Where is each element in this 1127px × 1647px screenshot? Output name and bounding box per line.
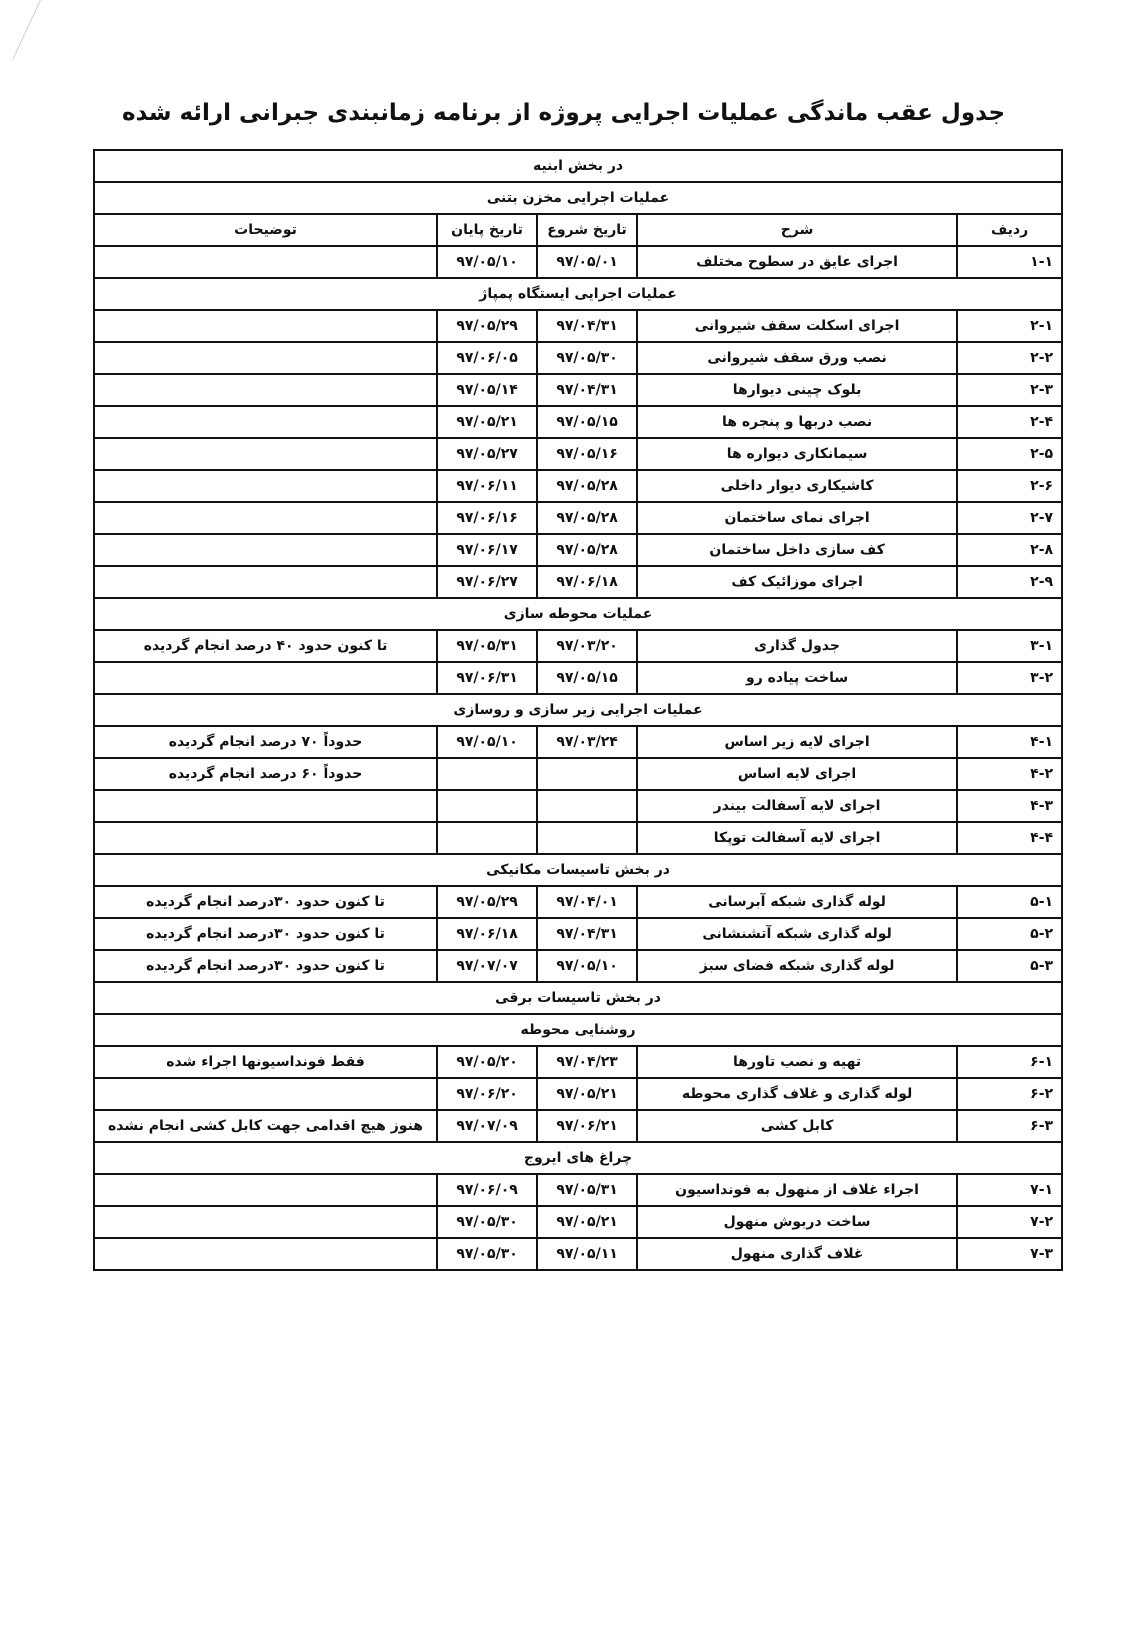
row-start-date: ۹۷/۰۴/۳۱ xyxy=(537,310,637,342)
row-notes: فقط فونداسیونها اجراء شده xyxy=(94,1046,437,1078)
row-description: نصب ورق سقف شیروانی xyxy=(637,342,957,374)
row-end-date: ۹۷/۰۷/۰۹ xyxy=(437,1110,537,1142)
row-description: لوله گذاری شبکه آبرسانی xyxy=(637,886,957,918)
row-end-date: ۹۷/۰۷/۰۷ xyxy=(437,950,537,982)
row-start-date: ۹۷/۰۵/۳۰ xyxy=(537,342,637,374)
row-index: ۴-۲ xyxy=(957,758,1062,790)
row-notes xyxy=(94,246,437,278)
row-index: ۴-۱ xyxy=(957,726,1062,758)
row-index: ۴-۴ xyxy=(957,822,1062,854)
section-row xyxy=(94,694,1062,726)
row-description: اجرای عایق در سطوح مختلف xyxy=(637,246,957,278)
section-title: روشنایی محوطه xyxy=(94,1014,1062,1046)
row-end-date: ۹۷/۰۵/۱۰ xyxy=(437,246,537,278)
row-description: اجرای لایه زیر اساس xyxy=(637,726,957,758)
table-row xyxy=(94,438,1062,470)
table-row xyxy=(94,726,1062,758)
row-description: اجرای اسکلت سقف شیروانی xyxy=(637,310,957,342)
row-end-date: ۹۷/۰۵/۲۱ xyxy=(437,406,537,438)
row-end-date: ۹۷/۰۶/۰۵ xyxy=(437,342,537,374)
row-end-date: ۹۷/۰۵/۲۷ xyxy=(437,438,537,470)
row-end-date xyxy=(437,822,537,854)
row-notes xyxy=(94,1078,437,1110)
section-row xyxy=(94,598,1062,630)
row-end-date: ۹۷/۰۶/۲۰ xyxy=(437,1078,537,1110)
table-row xyxy=(94,822,1062,854)
row-start-date: ۹۷/۰۵/۲۸ xyxy=(537,534,637,566)
table-row xyxy=(94,534,1062,566)
row-description: سیمانکاری دیواره ها xyxy=(637,438,957,470)
row-description: کاشیکاری دیوار داخلی xyxy=(637,470,957,502)
row-start-date xyxy=(537,758,637,790)
section-title: در بخش ابنیه xyxy=(94,150,1062,182)
section-title: در بخش تاسیسات مکانیکی xyxy=(94,854,1062,886)
row-end-date: ۹۷/۰۵/۳۰ xyxy=(437,1238,537,1270)
row-description: ساخت دربوش منهول xyxy=(637,1206,957,1238)
row-start-date: ۹۷/۰۵/۲۸ xyxy=(537,470,637,502)
section-row xyxy=(94,1014,1062,1046)
section-title: عملیات اجرایی مخزن بتنی xyxy=(94,182,1062,214)
row-start-date: ۹۷/۰۵/۱۱ xyxy=(537,1238,637,1270)
table-row xyxy=(94,566,1062,598)
row-end-date: ۹۷/۰۶/۱۷ xyxy=(437,534,537,566)
row-description: اجراء غلاف از منهول به فونداسیون xyxy=(637,1174,957,1206)
section-row xyxy=(94,982,1062,1014)
table-row xyxy=(94,662,1062,694)
row-index: ۳-۱ xyxy=(957,630,1062,662)
section-row xyxy=(94,150,1062,182)
row-start-date: ۹۷/۰۵/۱۵ xyxy=(537,406,637,438)
header-start: تاریخ شروع xyxy=(537,214,637,246)
row-index: ۲-۲ xyxy=(957,342,1062,374)
row-description: ساخت پیاده رو xyxy=(637,662,957,694)
row-end-date: ۹۷/۰۶/۰۹ xyxy=(437,1174,537,1206)
row-start-date: ۹۷/۰۴/۳۱ xyxy=(537,374,637,406)
row-start-date: ۹۷/۰۴/۳۱ xyxy=(537,918,637,950)
row-notes: تا کنون حدود ۳۰درصد انجام گردیده xyxy=(94,950,437,982)
row-start-date: ۹۷/۰۵/۲۸ xyxy=(537,502,637,534)
section-title: عملیات محوطه سازی xyxy=(94,598,1062,630)
row-end-date: ۹۷/۰۵/۲۰ xyxy=(437,1046,537,1078)
row-start-date: ۹۷/۰۶/۱۸ xyxy=(537,566,637,598)
row-index: ۴-۳ xyxy=(957,790,1062,822)
row-notes xyxy=(94,566,437,598)
header-row: ردیف xyxy=(957,214,1062,246)
row-end-date: ۹۷/۰۶/۳۱ xyxy=(437,662,537,694)
row-start-date: ۹۷/۰۳/۲۴ xyxy=(537,726,637,758)
row-index: ۲-۵ xyxy=(957,438,1062,470)
row-notes: حدوداً ۷۰ درصد انجام گردیده xyxy=(94,726,437,758)
row-end-date: ۹۷/۰۵/۲۹ xyxy=(437,886,537,918)
row-description: اجرای لایه آسفالت توپکا xyxy=(637,822,957,854)
row-index: ۲-۸ xyxy=(957,534,1062,566)
row-index: ۵-۱ xyxy=(957,886,1062,918)
row-index: ۵-۳ xyxy=(957,950,1062,982)
header-notes: توضیحات xyxy=(94,214,437,246)
row-start-date: ۹۷/۰۶/۲۱ xyxy=(537,1110,637,1142)
row-notes xyxy=(94,790,437,822)
row-index: ۲-۷ xyxy=(957,502,1062,534)
row-notes xyxy=(94,470,437,502)
table-row xyxy=(94,1110,1062,1142)
row-description: اجرای لایه آسفالت بیندر xyxy=(637,790,957,822)
row-notes xyxy=(94,502,437,534)
row-index: ۲-۳ xyxy=(957,374,1062,406)
row-notes xyxy=(94,310,437,342)
table-row xyxy=(94,886,1062,918)
page-title: جدول عقب ماندگی عملیات اجرایی پروژه از برنامه زمانبندی جبرانی ارائه شده xyxy=(121,100,1006,126)
row-start-date: ۹۷/۰۴/۲۳ xyxy=(537,1046,637,1078)
row-index: ۲-۶ xyxy=(957,470,1062,502)
row-end-date: ۹۷/۰۶/۱۶ xyxy=(437,502,537,534)
row-end-date xyxy=(437,790,537,822)
section-title: چراغ های ایروج xyxy=(94,1142,1062,1174)
row-description: اجرای لایه اساس xyxy=(637,758,957,790)
header-end: تاریخ پایان xyxy=(437,214,537,246)
row-index: ۲-۴ xyxy=(957,406,1062,438)
table-row xyxy=(94,406,1062,438)
row-end-date: ۹۷/۰۵/۱۰ xyxy=(437,726,537,758)
row-start-date xyxy=(537,822,637,854)
row-index: ۶-۲ xyxy=(957,1078,1062,1110)
row-start-date: ۹۷/۰۴/۰۱ xyxy=(537,886,637,918)
row-description: لوله گذاری شبکه فضای سبز xyxy=(637,950,957,982)
table-row xyxy=(94,918,1062,950)
row-description: اجرای نمای ساختمان xyxy=(637,502,957,534)
schedule-table-body xyxy=(94,150,1062,1270)
row-notes xyxy=(94,1174,437,1206)
row-start-date: ۹۷/۰۵/۳۱ xyxy=(537,1174,637,1206)
row-index: ۷-۲ xyxy=(957,1206,1062,1238)
row-index: ۶-۳ xyxy=(957,1110,1062,1142)
table-row xyxy=(94,758,1062,790)
section-row xyxy=(94,278,1062,310)
row-end-date: ۹۷/۰۵/۲۹ xyxy=(437,310,537,342)
table-row xyxy=(94,1078,1062,1110)
table-row xyxy=(94,342,1062,374)
row-index: ۲-۱ xyxy=(957,310,1062,342)
row-end-date xyxy=(437,758,537,790)
row-notes: تا کنون حدود ۳۰درصد انجام گردیده xyxy=(94,886,437,918)
row-description: کف سازی داخل ساختمان xyxy=(637,534,957,566)
row-index: ۵-۲ xyxy=(957,918,1062,950)
row-description: نصب دربها و پنجره ها xyxy=(637,406,957,438)
section-row xyxy=(94,854,1062,886)
section-row xyxy=(94,1142,1062,1174)
row-end-date: ۹۷/۰۵/۳۱ xyxy=(437,630,537,662)
row-start-date: ۹۷/۰۵/۱۶ xyxy=(537,438,637,470)
row-description: جدول گذاری xyxy=(637,630,957,662)
row-description: غلاف گذاری منهول xyxy=(637,1238,957,1270)
row-index: ۷-۳ xyxy=(957,1238,1062,1270)
row-end-date: ۹۷/۰۵/۳۰ xyxy=(437,1206,537,1238)
row-end-date: ۹۷/۰۵/۱۴ xyxy=(437,374,537,406)
row-notes: هنوز هیچ اقدامی جهت کابل کشی انجام نشده xyxy=(94,1110,437,1142)
row-notes: حدوداً ۶۰ درصد انجام گردیده xyxy=(94,758,437,790)
table-row xyxy=(94,1046,1062,1078)
schedule-table xyxy=(93,149,1063,1271)
section-row xyxy=(94,182,1062,214)
table-row xyxy=(94,1238,1062,1270)
table-row xyxy=(94,950,1062,982)
table-row xyxy=(94,310,1062,342)
section-title: عملیات اجرایی ایستگاه پمپاژ xyxy=(94,278,1062,310)
row-start-date: ۹۷/۰۵/۱۵ xyxy=(537,662,637,694)
table-row xyxy=(94,790,1062,822)
row-start-date: ۹۷/۰۵/۲۱ xyxy=(537,1206,637,1238)
table-row xyxy=(94,470,1062,502)
table-row xyxy=(94,502,1062,534)
table-row xyxy=(94,374,1062,406)
row-description: تهیه و نصب تاورها xyxy=(637,1046,957,1078)
table-row xyxy=(94,1174,1062,1206)
row-notes xyxy=(94,662,437,694)
scan-fold-mark xyxy=(0,0,41,60)
row-description: لوله گذاری و غلاف گذاری محوطه xyxy=(637,1078,957,1110)
row-notes xyxy=(94,406,437,438)
row-notes xyxy=(94,374,437,406)
section-title: عملیات اجرایی زیر سازی و روسازی xyxy=(94,694,1062,726)
row-notes xyxy=(94,342,437,374)
table-header-row xyxy=(94,214,1062,246)
row-notes xyxy=(94,822,437,854)
row-index: ۱-۱ xyxy=(957,246,1062,278)
row-notes: تا کنون حدود ۴۰ درصد انجام گردیده xyxy=(94,630,437,662)
row-start-date: ۹۷/۰۳/۲۰ xyxy=(537,630,637,662)
row-start-date: ۹۷/۰۵/۱۰ xyxy=(537,950,637,982)
row-start-date: ۹۷/۰۵/۰۱ xyxy=(537,246,637,278)
row-index: ۲-۹ xyxy=(957,566,1062,598)
row-end-date: ۹۷/۰۶/۱۸ xyxy=(437,918,537,950)
row-description: اجرای موزائیک کف xyxy=(637,566,957,598)
table-row xyxy=(94,246,1062,278)
row-notes: تا کنون حدود ۳۰درصد انجام گردیده xyxy=(94,918,437,950)
row-notes xyxy=(94,1238,437,1270)
table-row xyxy=(94,1206,1062,1238)
row-start-date xyxy=(537,790,637,822)
row-index: ۷-۱ xyxy=(957,1174,1062,1206)
row-notes xyxy=(94,1206,437,1238)
row-description: بلوک چینی دیوارها xyxy=(637,374,957,406)
row-notes xyxy=(94,438,437,470)
row-notes xyxy=(94,534,437,566)
row-index: ۶-۱ xyxy=(957,1046,1062,1078)
row-description: کابل کشی xyxy=(637,1110,957,1142)
row-end-date: ۹۷/۰۶/۱۱ xyxy=(437,470,537,502)
row-start-date: ۹۷/۰۵/۲۱ xyxy=(537,1078,637,1110)
header-desc: شرح xyxy=(637,214,957,246)
table-row xyxy=(94,630,1062,662)
section-title: در بخش تاسیسات برقی xyxy=(94,982,1062,1014)
row-index: ۳-۲ xyxy=(957,662,1062,694)
row-description: لوله گذاری شبکه آتشنشانی xyxy=(637,918,957,950)
row-end-date: ۹۷/۰۶/۲۷ xyxy=(437,566,537,598)
